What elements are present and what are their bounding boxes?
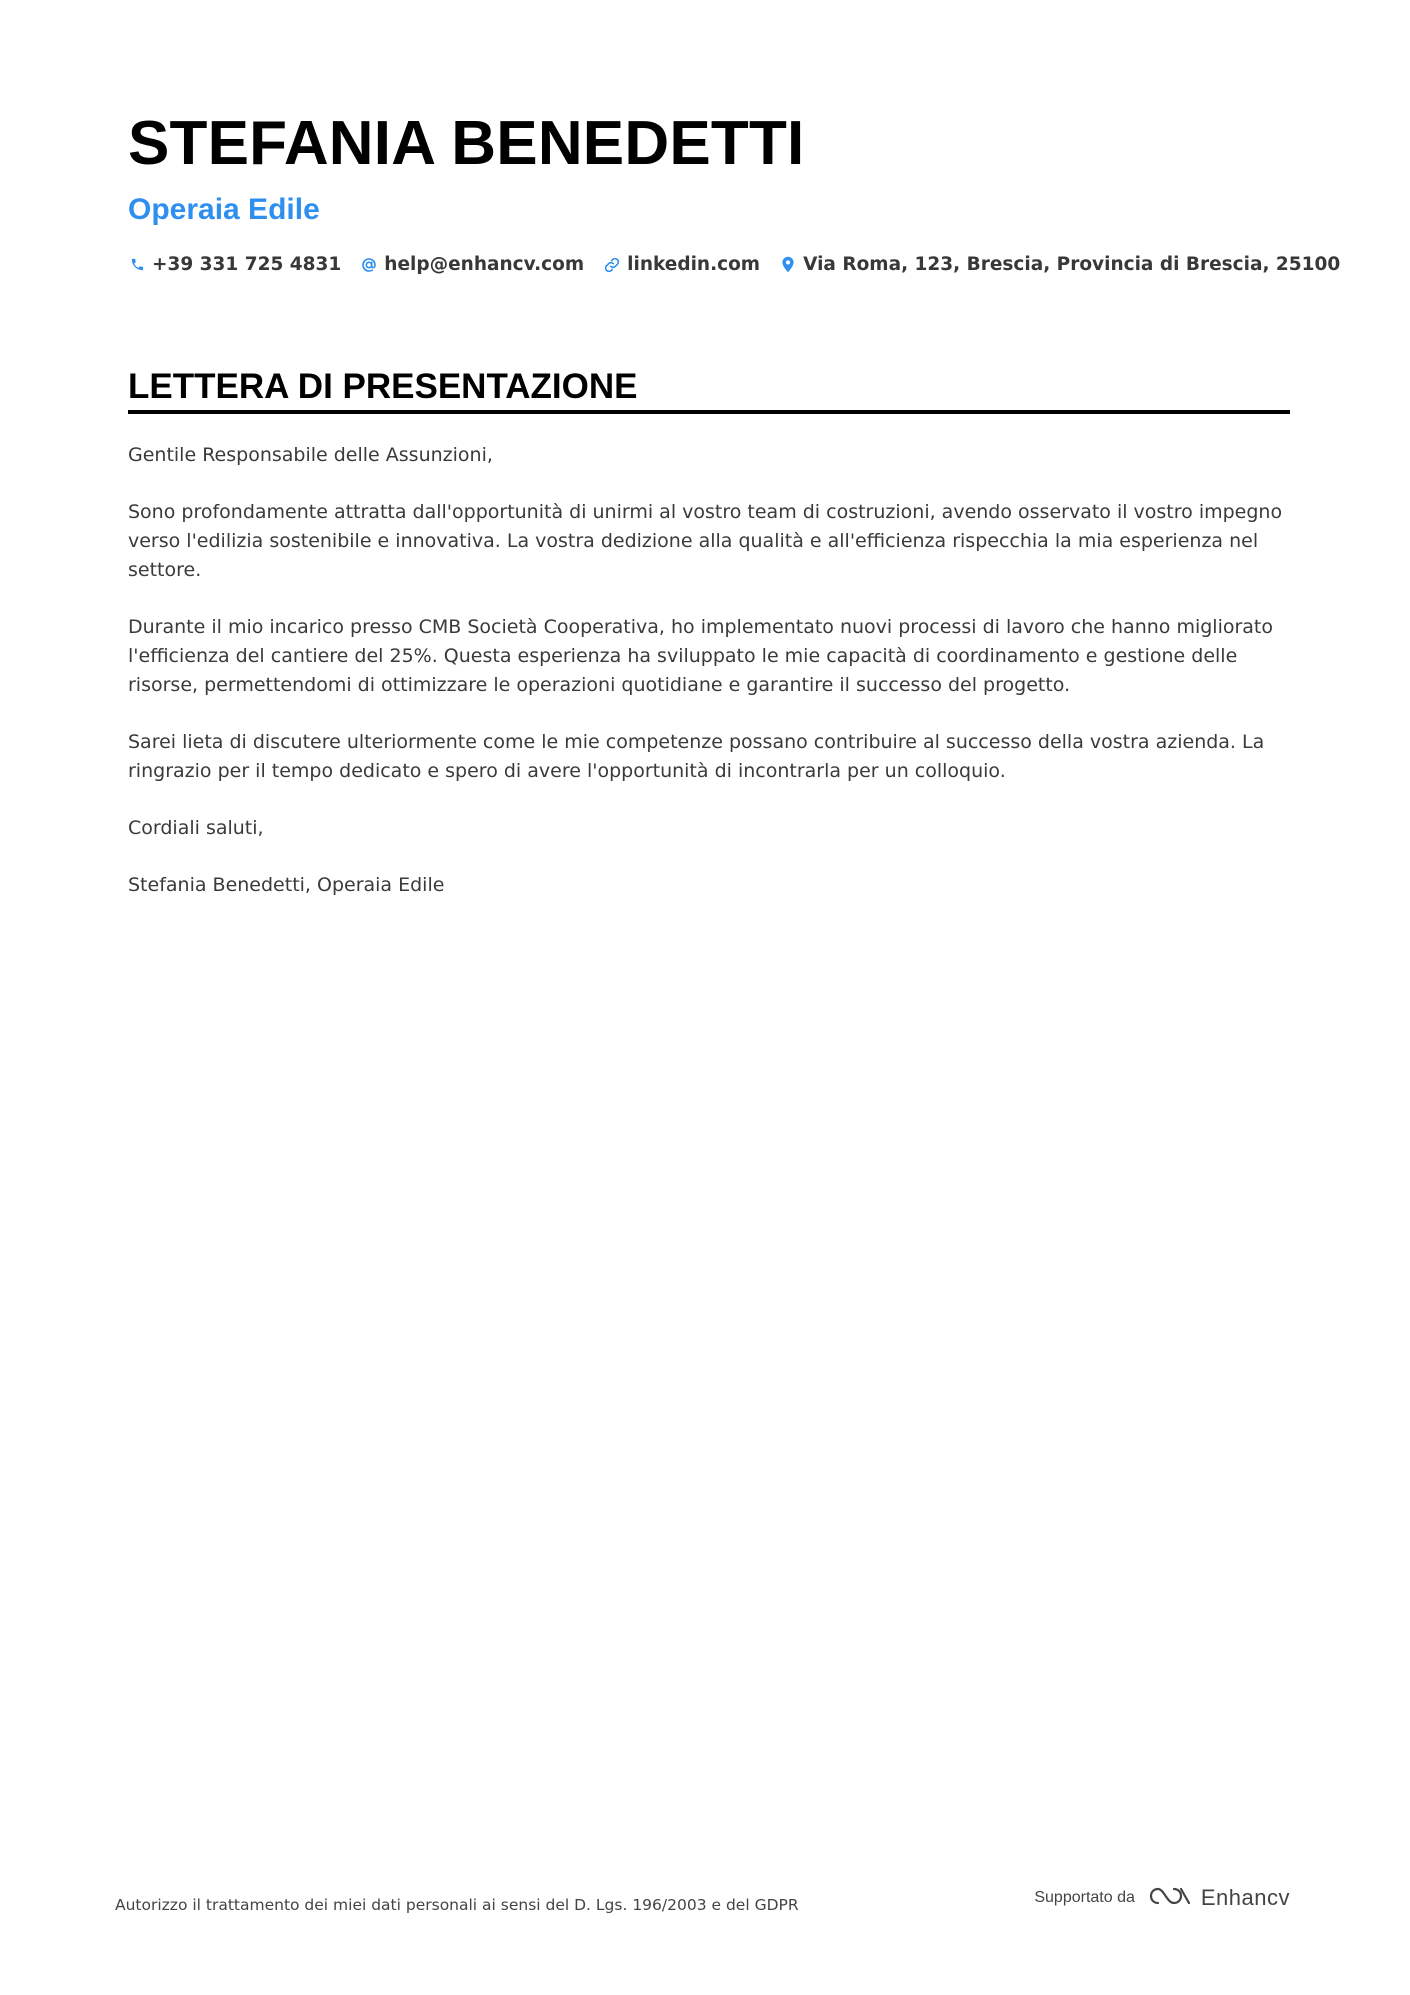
contact-phone[interactable] — [128, 254, 341, 275]
phone-number: +39 331 725 4831 — [152, 254, 342, 275]
link-icon — [603, 256, 621, 274]
section-divider — [128, 410, 1290, 414]
letter-paragraph: Durante il mio incarico presso CMB Società Cooperativa, ho implementato nuovi processi di lavoro che hanno migliorato l'efficienza del cantiere del 25%. Questa esperienza ha sviluppato le mie capacità di coordinamento e gestione delle risorse, permettendomi di ottimizzare le operazioni quotidiane e garantire il successo del progetto. — [128, 616, 1274, 696]
letter-body — [128, 441, 1290, 929]
supported-by-label: Supportato da — [1034, 1889, 1135, 1906]
phone-icon — [128, 256, 146, 274]
enhancv-logo-icon — [1147, 1884, 1193, 1912]
contact-bar — [128, 254, 1359, 275]
contact-address — [779, 254, 1340, 275]
contact-email[interactable] — [360, 254, 584, 275]
email-address: help@enhancv.com — [384, 254, 585, 275]
letter-signature: Stefania Benedetti, Operaia Edile — [128, 874, 445, 897]
contact-linkedin[interactable] — [603, 254, 760, 275]
letter-paragraph: Sarei lieta di discutere ulteriormente come le mie competenze possano contribuire al successo della vostra azienda. La ringrazio per il tempo dedicato e spero di avere l'opportunità di incontrarla per un colloquio. — [128, 731, 1265, 782]
location-pin-icon — [779, 256, 797, 274]
letter-closing: Cordiali saluti, — [128, 817, 264, 840]
job-title: Operaia Edile — [128, 193, 320, 226]
at-icon — [360, 256, 378, 274]
letter-greeting: Gentile Responsabile delle Assunzioni, — [128, 444, 493, 466]
powered-by[interactable] — [1034, 1884, 1290, 1912]
address: Via Roma, 123, Brescia, Provincia di Brescia, 25100 — [803, 254, 1341, 275]
section-title: LETTERA DI PRESENTAZIONE — [128, 367, 638, 406]
candidate-name: STEFANIA BENEDETTI — [128, 109, 805, 178]
linkedin-link: linkedin.com — [627, 254, 761, 275]
privacy-consent: Autorizzo il trattamento dei miei dati personali ai sensi del D. Lgs. 196/2003 e del GDPR — [115, 1896, 799, 1914]
brand-name: Enhancv — [1200, 1885, 1290, 1910]
letter-paragraph: Sono profondamente attratta dall'opportunità di unirmi al vostro team di costruzioni, avendo osservato il vostro impegno verso l'edilizia sostenibile e innovativa. La vostra dedizione alla qualità e all'efficienza rispecchia la mia esperienza nel settore. — [128, 501, 1283, 581]
